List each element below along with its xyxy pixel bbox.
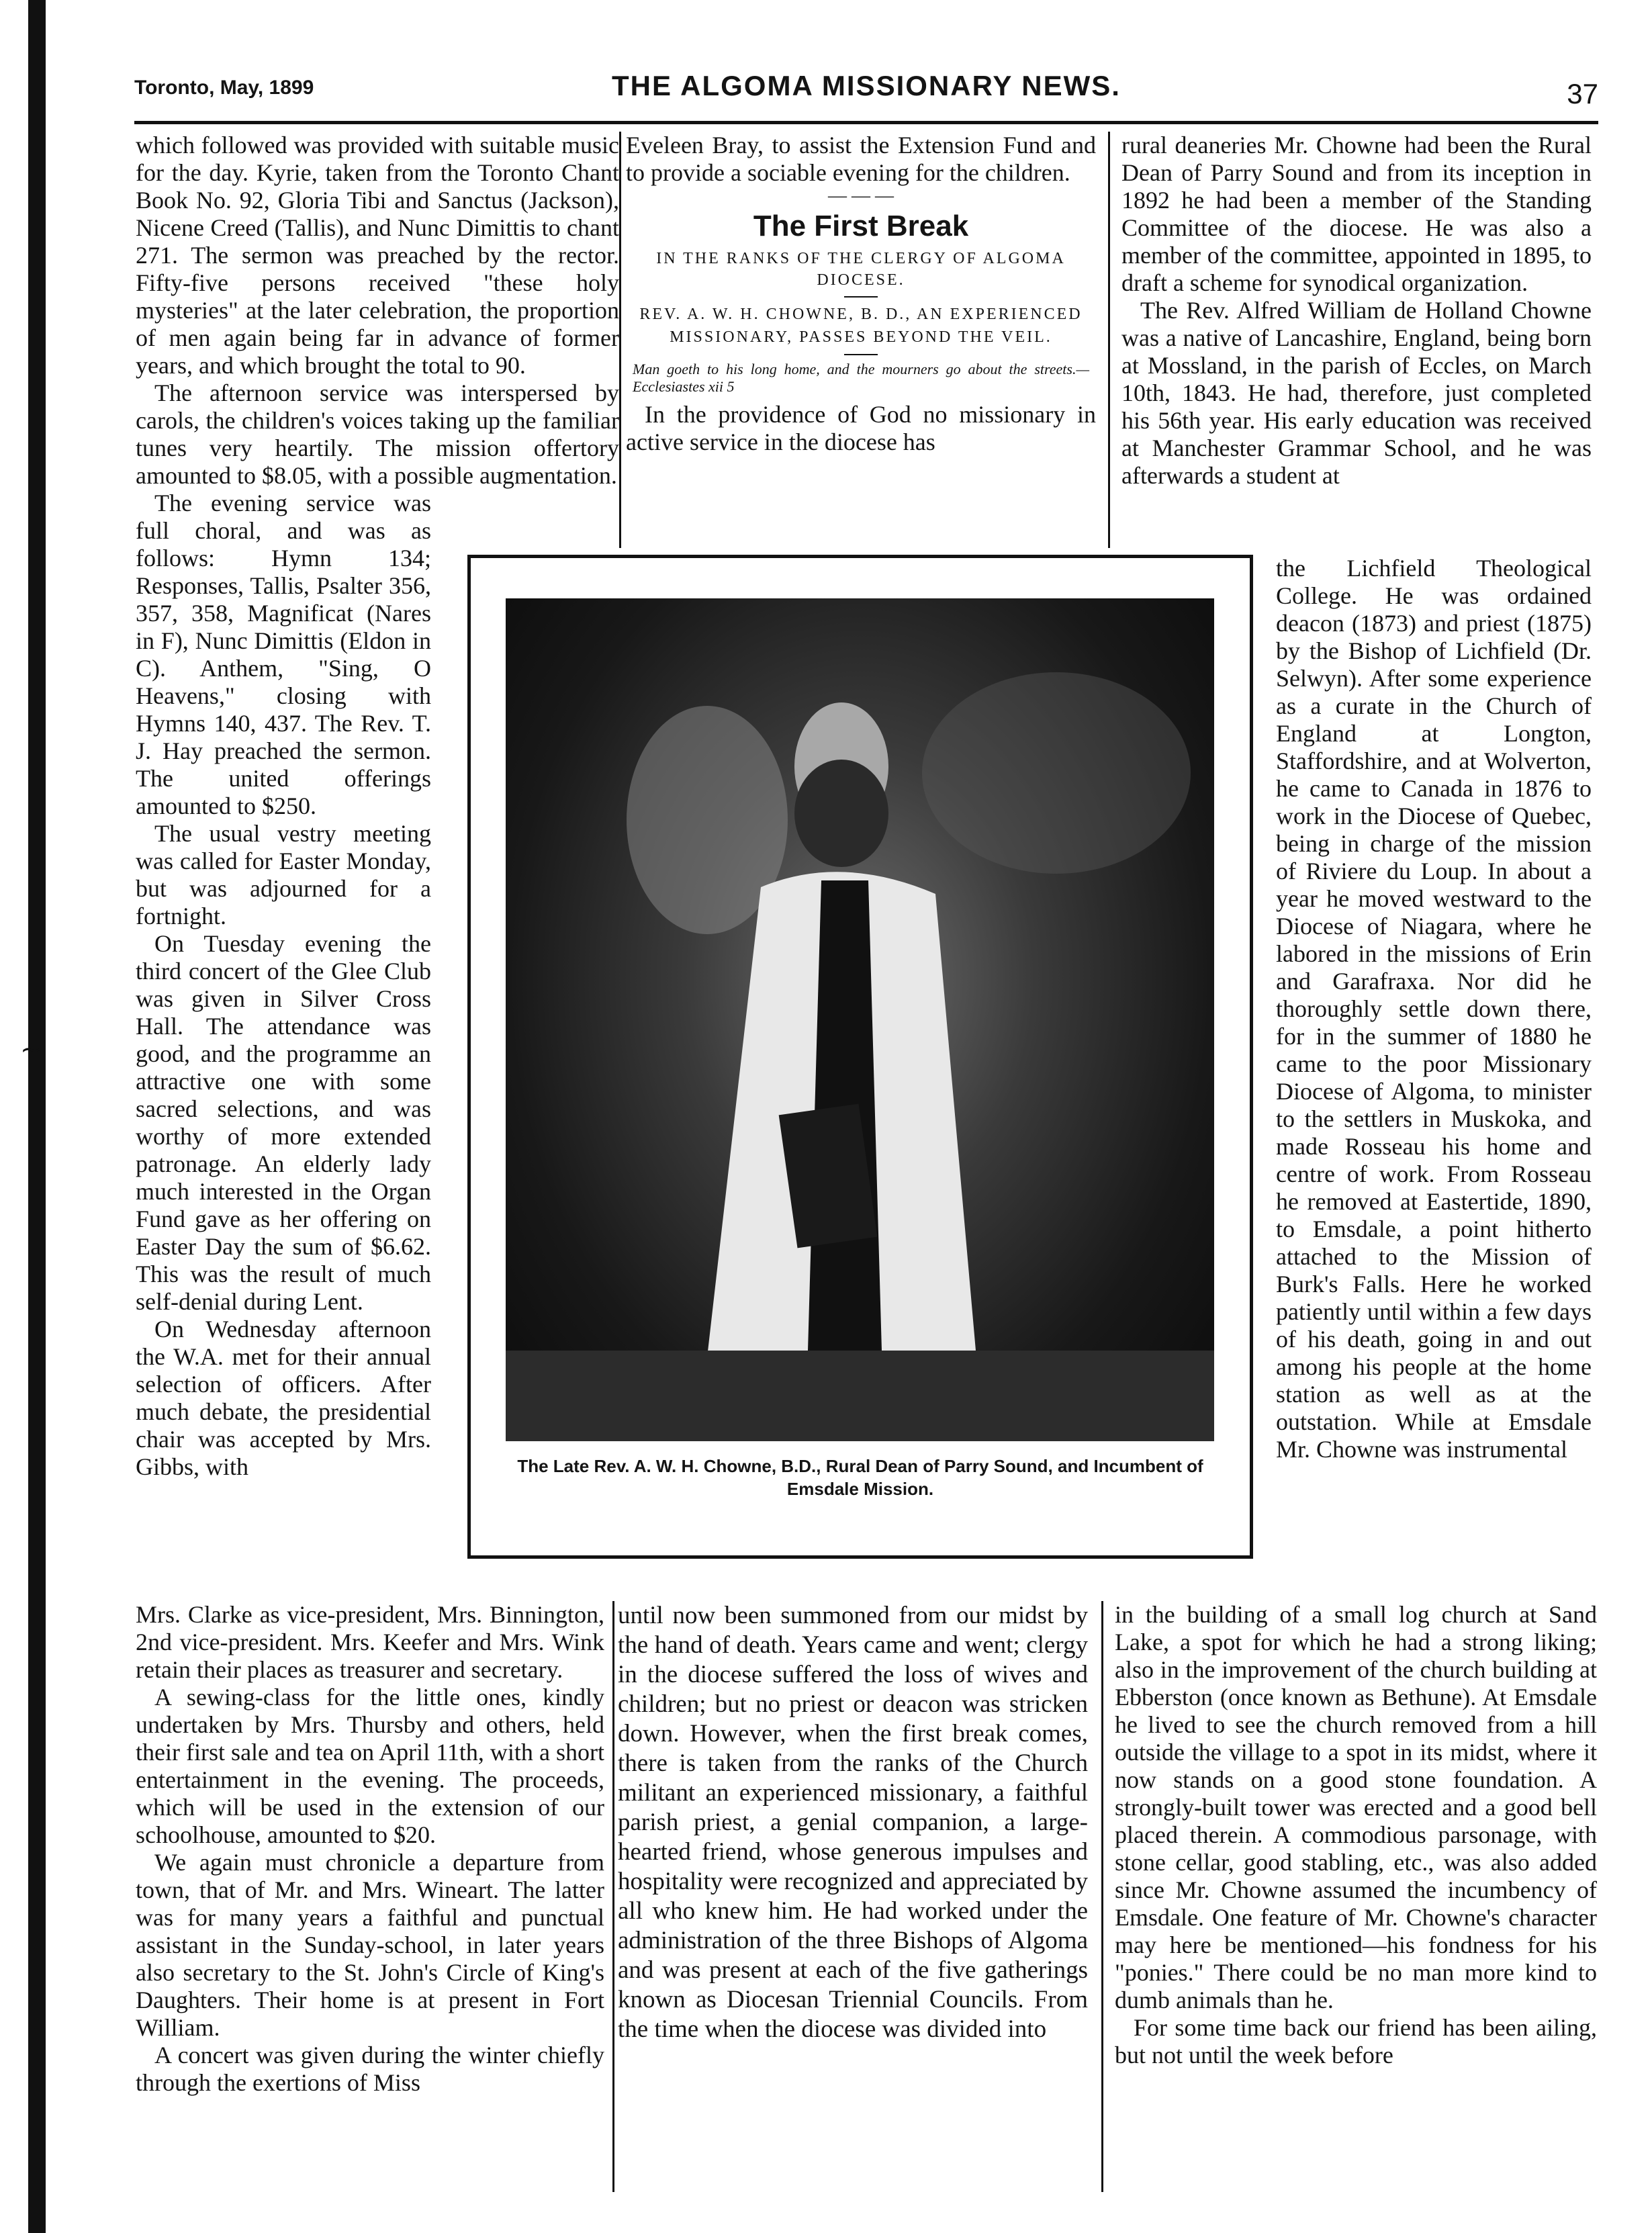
paragraph: On Wednesday afternoon the W.A. met for their annual selection of officers. After much debate, the presidential chair was accepted by Mrs. Gibbs, with <box>136 1316 431 1480</box>
short-rule <box>844 296 878 298</box>
page-number: 37 <box>1567 78 1598 109</box>
column-1-bottom <box>136 1601 604 2097</box>
paragraph: Eveleen Bray, to assist the Extension Fund and to provide a sociable evening for the children. <box>626 132 1096 186</box>
column-3 <box>1121 132 1592 490</box>
paragraph: In the providence of God no missionary in active service in the diocese has <box>626 401 1096 455</box>
header-rule <box>134 121 1598 124</box>
article-author: REV. A. W. H. CHOWNE, B. D., AN EXPERIENCED MISSIONARY, PASSES BEYOND THE VEIL. <box>639 306 1083 346</box>
masthead-title: THE ALGOMA MISSIONARY NEWS. <box>612 70 1121 101</box>
paragraph: Mrs. Clarke as vice-president, Mrs. Binnington, 2nd vice-president. Mrs. Keefer and Mrs. Wink retain their places as treasurer and secretary. <box>136 1601 604 1683</box>
column-rule <box>1101 1601 1103 2192</box>
portrait-photograph <box>506 598 1214 1441</box>
page-header <box>134 67 1598 121</box>
column-2-bottom <box>618 1601 1088 2044</box>
paragraph: We again must chronicle a departure from town, that of Mr. and Mrs. Wineart. The latter was for many years a faithful and punctual assistant in the Sunday-school, in later years also secretary to the St. John's Circle of King's Daughters. Their home is at present in Fort William. <box>136 1849 604 2041</box>
paragraph: The usual vestry meeting was called for Easter Monday, but was adjourned for a fortnight. <box>136 820 431 929</box>
paragraph: A sewing-class for the little ones, kindly undertaken by Mrs. Thursby and others, held their first sale and tea on April 11th, with a short entertainment in the evening. The proceeds, which will be used in the extension of our schoolhouse, amounted to $20. <box>136 1684 604 1848</box>
photo-caption: The Late Rev. A. W. H. Chowne, B.D., Rural Dean of Parry Sound, and Incumbent of Emsdale Mission. <box>517 1456 1203 1499</box>
paragraph: The Rev. Alfred William de Holland Chowne was a native of Lancashire, England, being born at Mossland, in the parish of Eccles, on March 10th, 1843. He had, therefore, just completed his 56th year. His early education was received at Manchester Grammar School, and he was afterwards a student at <box>1121 297 1592 489</box>
column-3-bottom <box>1115 1601 1597 2069</box>
paragraph: rural deaneries Mr. Chowne had been the Rural Dean of Parry Sound and from its inception in 1892 he had been a member of the Standing Committee of the diocese. He was also a member of the committee, appointed in 1895, to draft a scheme for synodical organization. <box>1121 132 1592 296</box>
margin-mark: ~ <box>20 1034 43 1065</box>
paragraph: On Tuesday evening the third concert of the Glee Club was given in Silver Cross Hall. The attendance was good, and the programme an attractive one with some sacred selections, and was worthy of more extended patronage. An elderly lady much interested in the Organ Fund gave as her offering on Easter Day the sum of $6.62. This was the result of much self-denial during Lent. <box>136 930 431 1315</box>
paragraph: which followed was provided with suitable music for the day. Kyrie, taken from the Toronto Chant Book No. 92, Gloria Tibi and Sanctus (Jackson), Nicene Creed (Tallis), and Nunc Dimittis to chant 271. The sermon was preached by the rector. Fifty-five persons received "these holy mysteries" at the later celebration, the proportion of men again being far in advance of former years, and which brought the total to 90. <box>136 132 619 379</box>
column-2 <box>626 132 1096 456</box>
paragraph: A concert was given during the winter chiefly through the exertions of Miss <box>136 2042 604 2096</box>
paragraph: The afternoon service was interspersed by carols, the children's voices taking up the familiar tunes very heartily. The mission offertory amounted to $8.05, with a possible augmentation. <box>136 379 619 489</box>
column-rule <box>612 1601 614 2192</box>
column-rule <box>1108 132 1110 548</box>
paragraph: The evening service was full choral, and was as follows: Hymn 134; Responses, Tallis, Psalter 356, 357, 358, Magnificat (Nares in F), Nunc Dimittis (Eldon in C). Anthem, "Sing, O Heavens," closing with Hymns 140, 437. The Rev. T. J. Hay preached the sermon. The united offerings amounted to $250. <box>136 490 431 819</box>
article-subtitle: IN THE RANKS OF THE CLERGY OF ALGOMA DIOCESE. <box>656 250 1066 289</box>
epigraph: Man goeth to his long home, and the mourners go about the streets.—Ecclesiastes xii 5 <box>633 361 1089 395</box>
portrait-frame <box>467 555 1253 1559</box>
binding-edge <box>28 0 46 2233</box>
column-3-narrow <box>1276 555 1592 1463</box>
paragraph: until now been summoned from our midst by the hand of death. Years came and went; clergy in the diocese suffered the loss of wives and children; but no priest or deacon was stricken down. However, when the first break comes, there is taken from the ranks of the Church militant an experienced missionary, a faithful parish priest, a genial companion, a large-hearted friend, whose generous impulses and hospitality were recognized and appreciated by all who knew him. He had worked under the administration of the three Bishops of Algoma and was present at each of the five gatherings known as Diocesan Triennial Councils. From the time when the diocese was divided into <box>618 1602 1088 2043</box>
article-title: The First Break <box>753 210 969 242</box>
column-rule <box>619 132 621 548</box>
short-rule <box>844 354 878 355</box>
clergyman-figure <box>506 598 1214 1441</box>
issue-date: Toronto, May, 1899 <box>134 77 314 99</box>
separator: — — — <box>828 185 894 206</box>
paragraph: the Lichfield Theological College. He was ordained deacon (1873) and priest (1875) by the Bishop of Lichfield (Dr. Selwyn). After some experience as a curate in the Church of England at Longton, Staffordshire, and at Wolverton, he came to Canada in 1876 to work in the Diocese of Quebec, being in charge of the mission of Riviere du Loup. In about a year he moved westward to the Diocese of Niagara, where he labored in the missions of Erin and Garafraxa. Nor did he thoroughly settle down there, for in the summer of 1880 he came to the poor Missionary Diocese of Algoma, to minister to the settlers in Muskoka, and made Rosseau his home and centre of work. From Rosseau he removed at Eastertide, 1890, to Emsdale, a point hitherto attached to the Mission of Burk's Falls. Here he worked patiently until within a few days of his death, going in and out among his people at the home station as well as at the outstation. While at Emsdale Mr. Chowne was instrumental <box>1276 555 1592 1463</box>
paragraph: in the building of a small log church at Sand Lake, a spot for which he had a strong liking; also in the improvement of the church building at Ebberston (once known as Bethune). At Emsdale he lived to see the church removed from a hill outside the village to a spot in its midst, where it now stands on a good stone foundation. A strongly-built tower was erected and a good bell placed therein. A commodious parsonage, with stone cellar, good stabling, etc., was also added since Mr. Chowne assumed the incumbency of Emsdale. One feature of Mr. Chowne's character may here be mentioned—his fondness for his "ponies." There could be no man more kind to dumb animals than he. <box>1115 1601 1597 2013</box>
paragraph: For some time back our friend has been ailing, but not until the week before <box>1115 2014 1597 2068</box>
